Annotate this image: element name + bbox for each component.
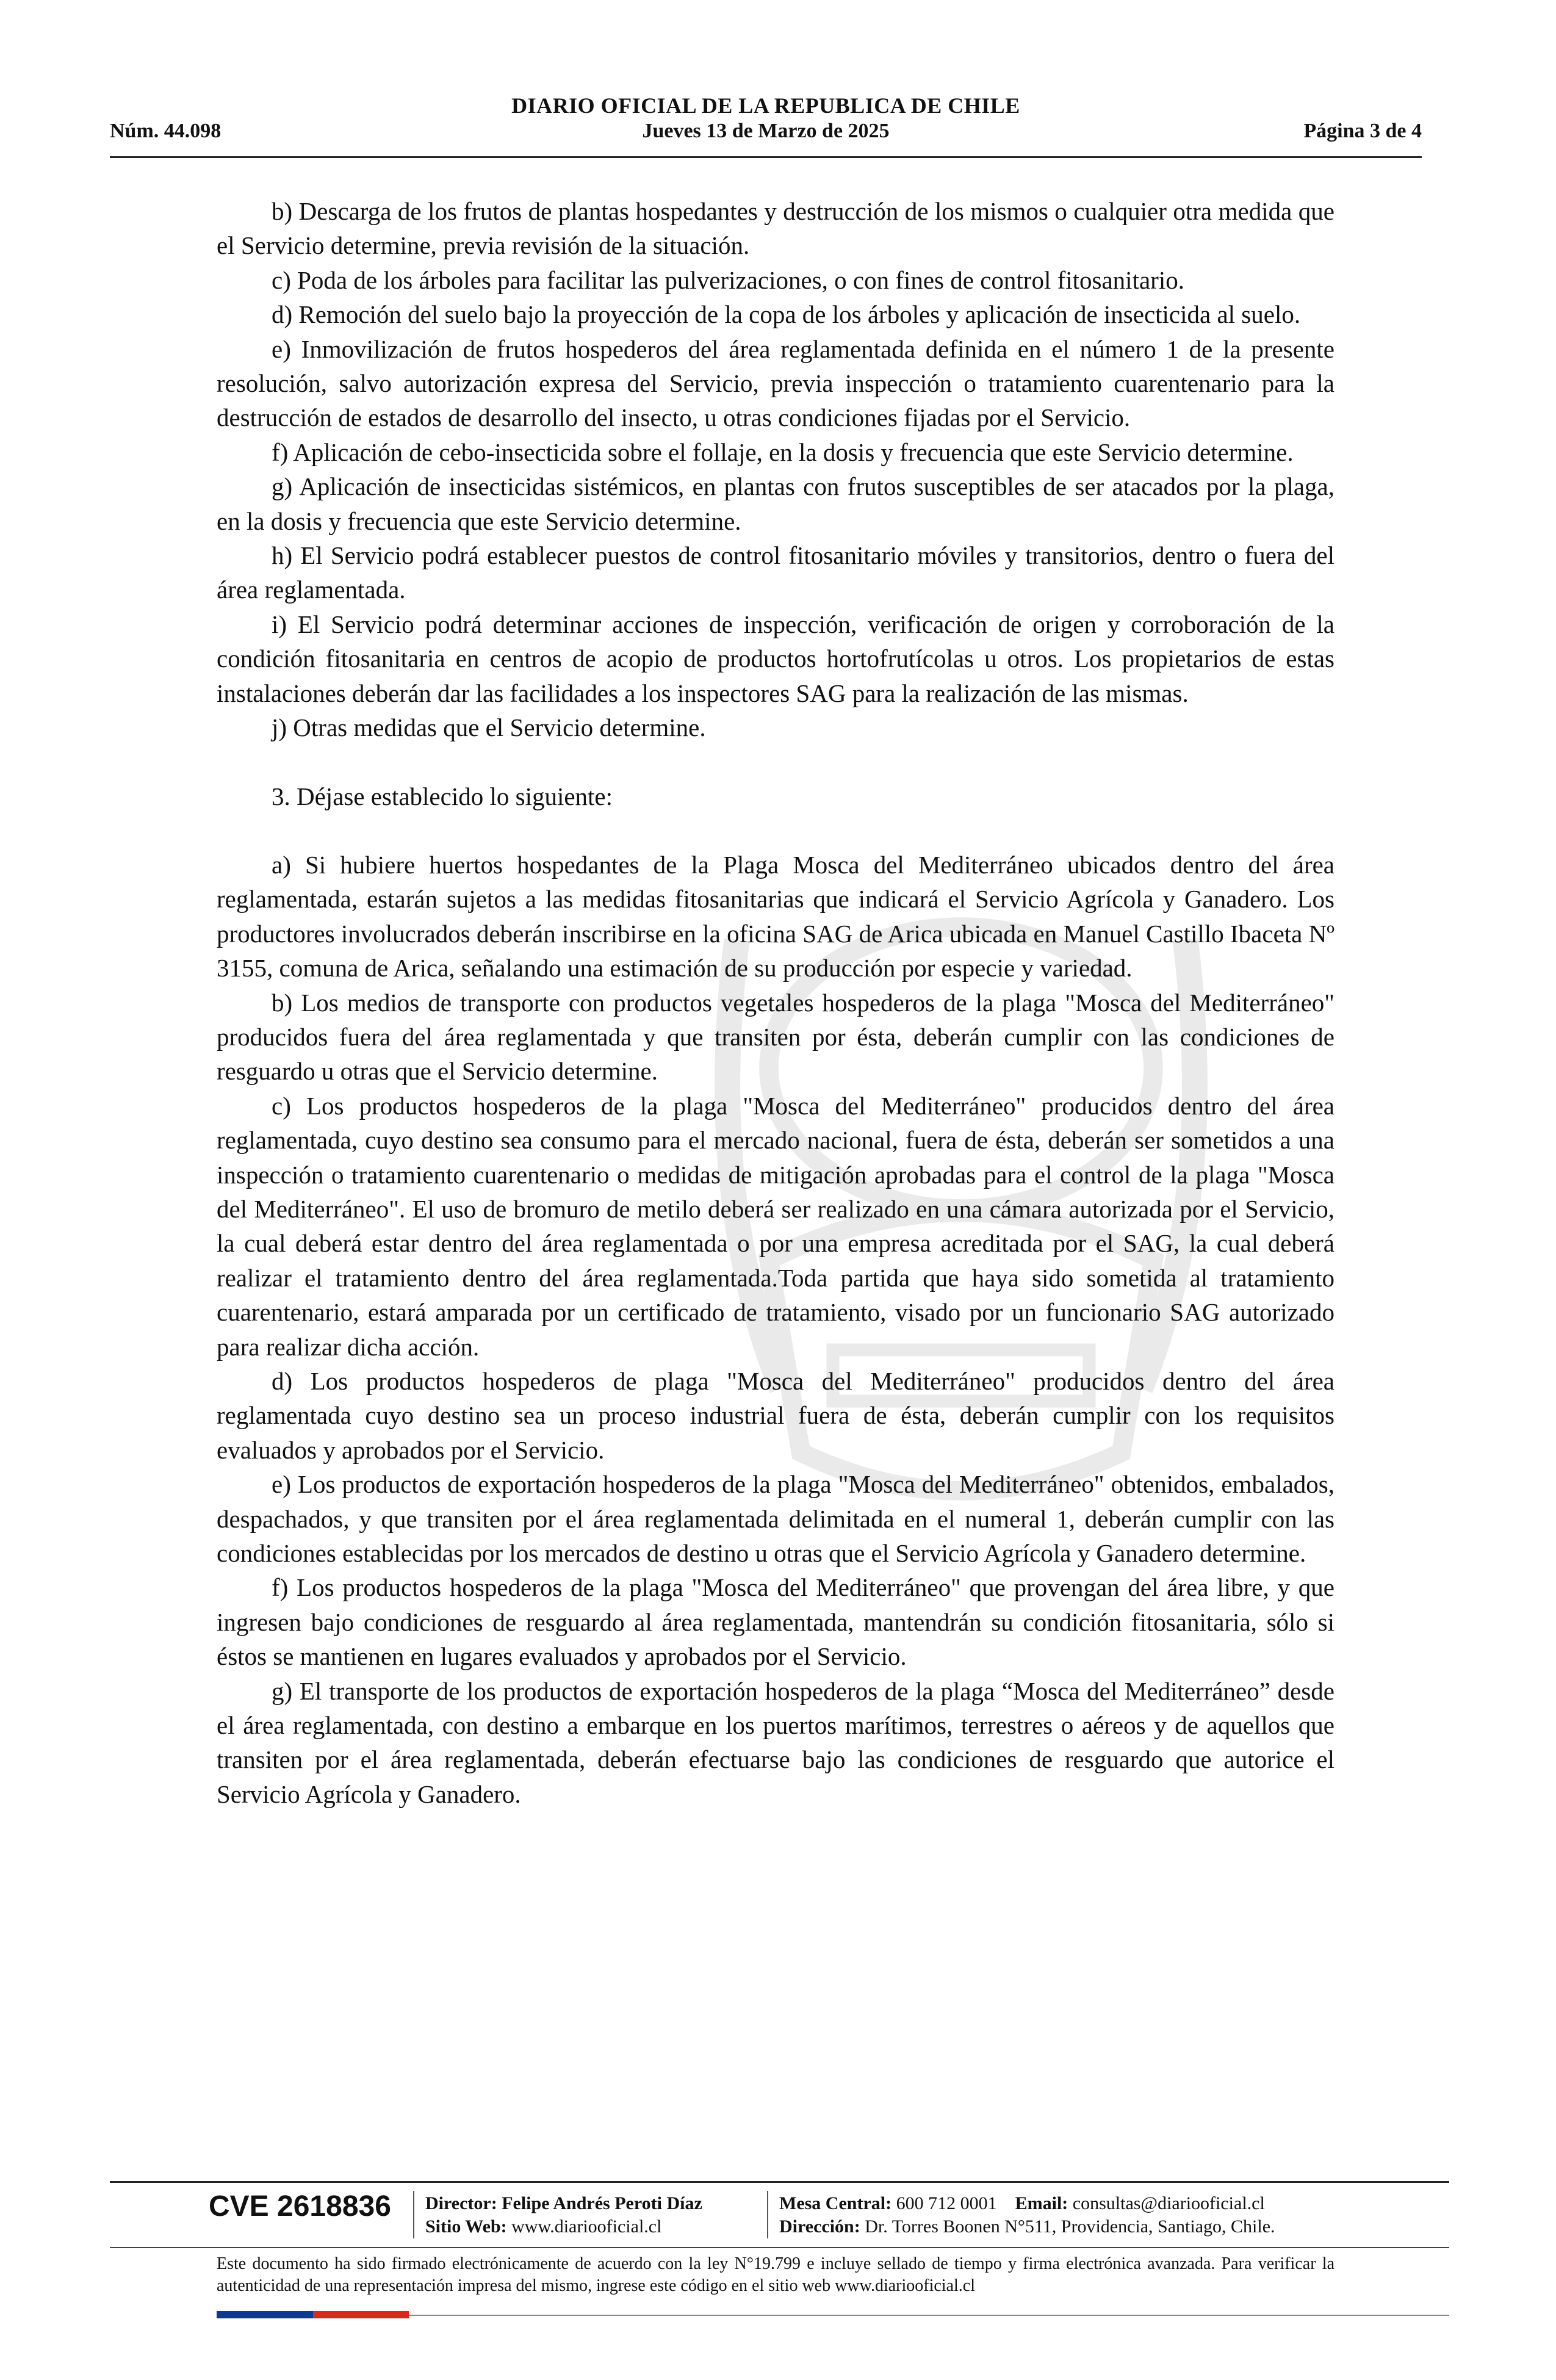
footer-divider-bottom (409, 2315, 1449, 2316)
paragraph: j) Otras medidas que el Servicio determine. (272, 713, 706, 742)
director-name: Felipe Andrés Peroti Díaz (502, 2193, 702, 2213)
paragraph: d) Los productos hospederos de plaga "Mosca del Mediterráneo" producidos dentro del área reglamentada cuyo destino sea un proceso industrial fuera de ésta, deberán cumplir con los requisitos evaluados y aprobados por el Servicio. (217, 1367, 1334, 1464)
document-body (217, 194, 1334, 1811)
paragraph: f) Los productos hospederos de la plaga "Mosca del Mediterráneo" que provengan del área libre, y que ingresen bajo condiciones de resguardo al área reglamentada, mantendrán su condición fitosanitaria, sólo si éstos se mantienen en lugares evaluados y aprobados por el Servicio. (217, 1573, 1334, 1671)
paragraph: d) Remoción del suelo bajo la proyección de la copa de los árboles y aplicación de insecticida al suelo. (272, 300, 1301, 329)
website-label: Sitio Web: (425, 2216, 507, 2237)
address-label: Dirección: (779, 2216, 860, 2237)
email-link[interactable]: consultas@diariooficial.cl (1072, 2193, 1265, 2213)
director-label: Director: (425, 2193, 497, 2213)
flag-red-segment (313, 2311, 409, 2318)
publication-title: DIARIO OFICIAL DE LA REPUBLICA DE CHILE (511, 93, 1020, 118)
footer-director-block (425, 2192, 702, 2238)
paragraph: f) Aplicación de cebo-insecticida sobre el follaje, en la dosis y frecuencia que este Servicio determine. (272, 438, 1294, 466)
paragraph: e) Inmovilización de frutos hospederos del área reglamentada definida en el número 1 de la presente resolución, salvo autorización expresa del Servicio, previa inspección o tratamiento cuarentenario para la destrucción de estados de desarrollo del insecto, u otras condiciones fijadas por el Servicio. (217, 334, 1334, 432)
email-label: Email: (1015, 2193, 1068, 2213)
paragraph: i) El Servicio podrá determinar acciones de inspección, verificación de origen y corroboración de la condición fitosanitaria en centros de acopio de productos hortofrutícolas u otros. Los propietarios de estas instalaciones deberán dar las facilidades a los inspectores SAG para la realización de las mismas. (217, 610, 1334, 707)
paragraph: a) Si hubiere huertos hospedantes de la Plaga Mosca del Mediterráneo ubicados dentro del área reglamentada, estarán sujetos a las medidas fitosanitarias que indicará el Servicio Agrícola y Ganadero. Los productores involucrados deberán inscribirse en la oficina SAG de Arica ubicada en Manuel Castillo Ibaceta Nº 3155, comuna de Arica, señalando una estimación de su producción por especie y variedad. (217, 850, 1334, 983)
footer-separator (413, 2191, 414, 2238)
issue-date: Jueves 13 de Marzo de 2025 (642, 120, 890, 142)
phone-label: Mesa Central: (779, 2193, 892, 2213)
cve-code: CVE 2618836 (209, 2190, 391, 2223)
chile-flag-stripe (217, 2311, 409, 2318)
legal-notice: Este documento ha sido firmado electrónicamente de acuerdo con la ley N°19.799 e incluye sellado de tiempo y firma electrónica avanzada. Para verificar la autenticidad de una representación impresa del mismo, ingrese este código en el sitio web www.diariooficial.cl (217, 2254, 1334, 2295)
paragraph: h) El Servicio podrá establecer puestos de control fitosanitario móviles y transitorios, dentro o fuera del área reglamentada. (217, 541, 1334, 604)
address-value: Dr. Torres Boonen N°511, Providencia, Santiago, Chile. (865, 2216, 1275, 2237)
footer-contact-block (779, 2192, 1275, 2238)
footer-divider-middle (110, 2247, 1449, 2248)
paragraph: c) Poda de los árboles para facilitar las pulverizaciones, o con fines de control fitosanitario. (272, 265, 1184, 294)
paragraph: g) El transporte de los productos de exportación hospederos de la plaga “Mosca del Mediterráneo” desde el área reglamentada, con destino a embarque en los puertos marítimos, terrestres o aéreos y de aquellos que transiten por el área reglamentada, deberán efectuarse bajo las condiciones de resguardo que autorice el Servicio Agrícola y Ganadero. (217, 1676, 1334, 1808)
paragraph: b) Los medios de transporte con productos vegetales hospederos de la plaga "Mosca del Mediterráneo" producidos fuera del área reglamentada y que transiten por ésta, deberán cumplir con las condiciones de resguardo u otras que el Servicio determine. (217, 988, 1334, 1086)
paragraph: g) Aplicación de insecticidas sistémicos, en plantas con frutos susceptibles de ser atacados por la plaga, en la dosis y frecuencia que este Servicio determine. (217, 472, 1334, 535)
paragraph: c) Los productos hospederos de la plaga "Mosca del Mediterráneo" producidos dentro del área reglamentada, cuyo destino sea consumo para el mercado nacional, fuera de ésta, deberán ser sometidos a una inspección o tratamiento cuarentenario o medidas de mitigación aprobadas para el control de la plaga "Mosca del Mediterráneo". El uso de bromuro de metilo deberá ser realizado en una cámara autorizada por el Servicio, la cual deberá estar dentro del área reglamentada o por una empresa acreditada por el SAG, la cual deberá realizar el tratamiento dentro del área reglamentada.Toda partida que haya sido sometida al tratamiento cuarentenario, estará amparada por un certificado de tratamiento, visado por un funcionario SAG autorizado para realizar dicha acción. (217, 1091, 1334, 1361)
issue-number: Núm. 44.098 (110, 120, 222, 142)
paragraph: b) Descarga de los frutos de plantas hospedantes y destrucción de los mismos o cualquier otra medida que el Servicio determine, previa revisión de la situación. (217, 197, 1334, 260)
flag-blue-segment (217, 2311, 313, 2318)
header-meta (110, 120, 1422, 150)
footer-separator (767, 2191, 768, 2238)
page-number: Página 3 de 4 (1303, 120, 1422, 142)
website-link[interactable]: www.diariooficial.cl (511, 2216, 662, 2237)
header-divider (110, 156, 1422, 158)
page-header (110, 93, 1422, 160)
section-heading: 3. Déjase establecido lo siguiente: (272, 782, 613, 810)
footer-divider-top (110, 2181, 1449, 2183)
paragraph: e) Los productos de exportación hospederos de la plaga "Mosca del Mediterráneo" obtenidos, embalados, despachados, y que transiten por el área reglamentada delimitada en el numeral 1, deberán cumplir con las condiciones establecidas por los mercados de destino u otras que el Servicio Agrícola y Ganadero determine. (217, 1470, 1334, 1568)
phone-value: 600 712 0001 (896, 2193, 997, 2213)
